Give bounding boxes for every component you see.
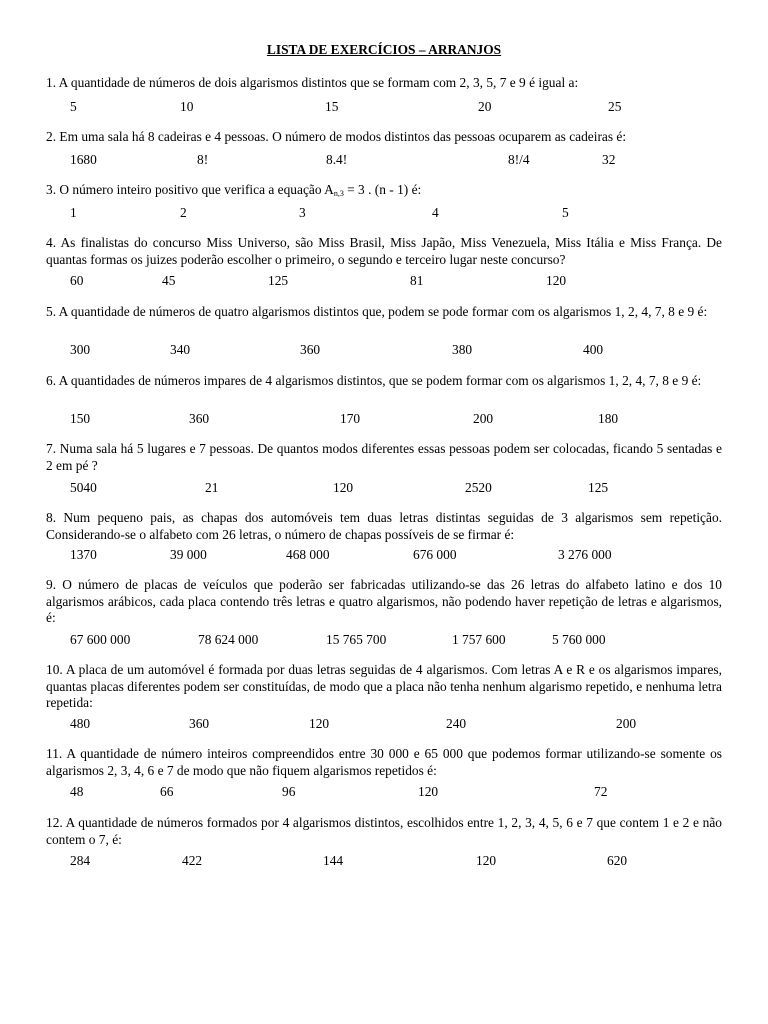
option: 32 [602, 152, 616, 167]
page-title: LISTA DE EXERCÍCIOS – ARRANJOS [266, 42, 502, 57]
option: 422 [182, 853, 203, 868]
option: 48 [70, 784, 84, 799]
option: 180 [598, 411, 619, 426]
option: 5040 [70, 480, 97, 495]
option: 8!/4 [508, 152, 530, 167]
option: 1 [70, 205, 77, 220]
option: 1680 [70, 152, 97, 167]
question-2: 2. Em uma sala há 8 cadeiras e 4 pessoas. O número de modos distintos das pessoas ocuparem as cadeiras é: [46, 129, 627, 144]
options-10 [0, 716, 768, 734]
option: 120 [546, 273, 567, 288]
option: 400 [583, 342, 604, 357]
option: 284 [70, 853, 91, 868]
option: 200 [473, 411, 494, 426]
option: 25 [608, 99, 622, 114]
option: 1370 [70, 547, 97, 562]
option: 60 [70, 273, 84, 288]
option: 125 [588, 480, 609, 495]
question-9: 9. O número de placas de veículos que poderão ser fabricadas utilizando-se das 26 letras do alfabeto latino e dos 10 algarismos arábicos, cada placa contendo três letras e quatro algarismos, não podendo haver repetição de letras e algarismos, é: [46, 577, 722, 625]
options-6 [0, 411, 768, 429]
option: 2 [180, 205, 187, 220]
question-3-text: 3. O número inteiro positivo que verifica a equação A [46, 182, 334, 197]
question-3-subscript: n,3 [333, 189, 344, 198]
option: 120 [418, 784, 439, 799]
option: 81 [410, 273, 424, 288]
option: 78 624 000 [198, 632, 259, 647]
question-7: 7. Numa sala há 5 lugares e 7 pessoas. De quantos modos diferentes essas pessoas podem ser colocadas, ficando 5 sentadas e 2 em pé ? [46, 441, 722, 473]
option: 15 765 700 [326, 632, 387, 647]
options-4 [0, 273, 768, 291]
options-5 [0, 342, 768, 360]
option: 3 276 000 [558, 547, 612, 562]
option: 240 [446, 716, 467, 731]
option: 66 [160, 784, 174, 799]
option: 480 [70, 716, 91, 731]
option: 21 [205, 480, 219, 495]
option: 468 000 [286, 547, 330, 562]
option: 300 [70, 342, 91, 357]
option: 15 [325, 99, 339, 114]
question-8: 8. Num pequeno pais, as chapas dos automóveis tem duas letras distintas seguidas de 3 algarismos sem repetição. Considerando-se o alfabeto com 26 letras, o número de chapas possíveis de se firmar é: [46, 510, 722, 542]
options-1 [0, 99, 768, 117]
question-10: 10. A placa de um automóvel é formada por duas letras seguidas de 4 algarismos. Com letras A e R e os algarismos impares, quantas placas diferentes podem ser constituídas, de modo que a placa não tenha nenhum algarismo repetido, e nenhuma letra repetida: [46, 662, 722, 710]
option: 96 [282, 784, 296, 799]
question-4: 4. As finalistas do concurso Miss Universo, são Miss Brasil, Miss Japão, Miss Venezuela, Miss Itália e Miss França. De quantas formas os juizes poderão escolher o primeiro, o segundo e terceiro lugar neste concurso? [46, 235, 722, 267]
question-12: 12. A quantidade de números formados por 4 algarismos distintos, escolhidos entre 1, 2, 3, 4, 5, 6 e 7 que contem 1 e 2 e não contem o 7, é: [46, 815, 722, 847]
option: 1 757 600 [452, 632, 506, 647]
options-7 [0, 480, 768, 498]
question-11: 11. A quantidade de número inteiros compreendidos entre 30 000 e 65 000 que podemos formar utilizando-se somente os algarismos 2, 3, 4, 6 e 7 de modo que não fiquem algarismos repetidos é: [46, 746, 722, 778]
option: 150 [70, 411, 91, 426]
option: 360 [189, 716, 210, 731]
options-2 [0, 152, 768, 170]
options-12 [0, 853, 768, 871]
question-3-text-end: = 3 . (n - 1) é: [343, 182, 422, 197]
option: 120 [309, 716, 330, 731]
option: 72 [594, 784, 608, 799]
option: 39 000 [170, 547, 207, 562]
option: 360 [300, 342, 321, 357]
option: 5 [70, 99, 77, 114]
option: 120 [333, 480, 354, 495]
option: 2520 [465, 480, 492, 495]
question-3 [46, 182, 722, 199]
option: 8.4! [326, 152, 348, 167]
option: 620 [607, 853, 628, 868]
options-3 [0, 205, 768, 223]
option: 380 [452, 342, 473, 357]
options-9 [0, 632, 768, 650]
option: 45 [162, 273, 176, 288]
option: 120 [476, 853, 497, 868]
question-6: 6. A quantidades de números impares de 4 algarismos distintos, que se podem formar com os algarismos 1, 2, 4, 7, 8 e 9 é: [46, 373, 702, 388]
option: 4 [432, 205, 439, 220]
option: 340 [170, 342, 191, 357]
option: 170 [340, 411, 361, 426]
option: 20 [478, 99, 492, 114]
option: 8! [197, 152, 209, 167]
option: 125 [268, 273, 289, 288]
option: 360 [189, 411, 210, 426]
option: 200 [616, 716, 637, 731]
option: 5 [562, 205, 569, 220]
question-5: 5. A quantidade de números de quatro algarismos distintos que, podem se pode formar com os algarismos 1, 2, 4, 7, 8 e 9 é: [46, 304, 708, 319]
option: 67 600 000 [70, 632, 131, 647]
option: 676 000 [413, 547, 457, 562]
options-8 [0, 547, 768, 565]
option: 10 [180, 99, 194, 114]
option: 144 [323, 853, 344, 868]
question-1: 1. A quantidade de números de dois algarismos distintos que se formam com 2, 3, 5, 7 e 9 é igual a: [46, 75, 579, 90]
option: 3 [299, 205, 306, 220]
options-11 [0, 784, 768, 802]
option: 5 760 000 [552, 632, 606, 647]
